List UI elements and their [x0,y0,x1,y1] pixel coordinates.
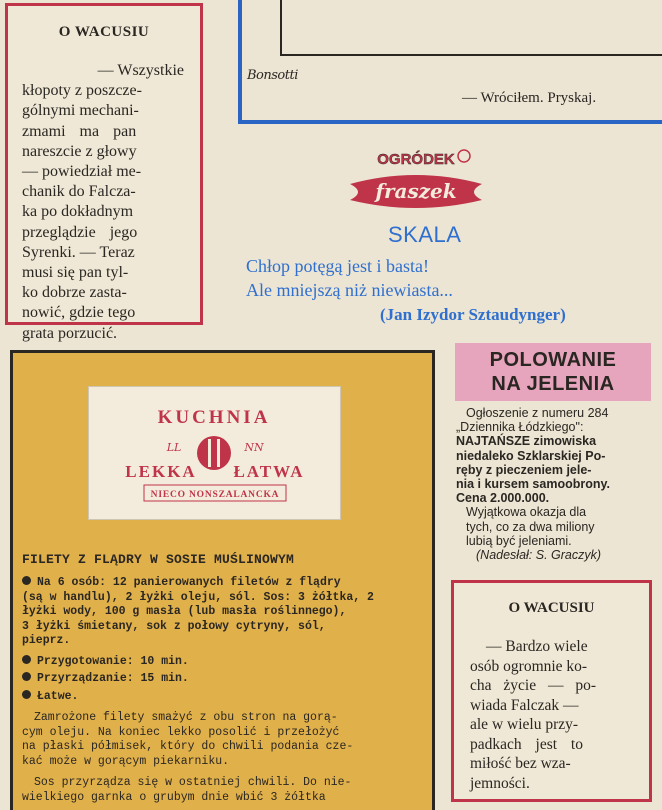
bullet-icon [22,672,31,681]
text-line: ręby z pieczeniem jele- [456,462,592,477]
cartoon-panel [280,0,662,56]
logo-word-fraszek: fraszek [375,179,457,203]
text-line: grata porzucić. [22,324,118,342]
ingredients-line [22,576,422,591]
text-line: nareszcie z głowy [22,142,137,160]
kuchnia-logo-panel [88,386,341,520]
wacusiu-top-title: O WACUSIU [58,24,150,40]
skala-verse-line: Ale mniejszą niż niewiasta... [246,280,453,300]
bullet-icon [22,576,31,585]
cartoon-caption: — Wróciłem. Pryskaj. [462,90,597,106]
text-line: — Bardzo wiele [486,638,588,655]
logo-ornament: LL [166,441,182,454]
ingredients-line: pieprz. [22,634,71,647]
recipe-text [22,576,422,805]
ingredients-line: (są w handlu), 2 łyżki oleju, sól. Sos: 3 żółtka, 2 [22,590,374,604]
knife-icon [217,439,220,467]
wacusiu-bottom-title: O WACUSIU [508,600,595,616]
text-line: kać może w gorącym piekarniku. [22,754,230,768]
text-span: Łatwe. [37,689,79,703]
text-line: przeglądzie jego [22,223,138,241]
plate-icon [197,436,231,470]
text-line: Ogłoszenie z numeru 284 [466,406,609,420]
text-line: zmami ma pan [22,122,137,140]
ingredients-line: łyżki wody, 100 g masła (lub masła roślinnego), [22,605,347,618]
text-span: Na 6 osób: 12 panierowanych filetów z flądry [37,576,341,589]
text-line: nia i kursem samoobrony. [456,477,610,492]
cartoon-signature: Bonsotti [247,68,298,83]
polowanie-header [455,343,651,401]
text-line: chanik do Falcza- [22,183,136,201]
text-line: jemności. [470,774,530,792]
fork-icon [208,439,211,467]
wacusiu-top-text [22,61,184,344]
bullet-icon [22,690,31,699]
text-line: lubią być jeleniami. [466,533,572,548]
polowanie-text [456,406,648,562]
logo-lekka: LEKKA [125,462,197,481]
skala-verse-line: Chłop potęgą jest i basta! [246,256,429,276]
text-line: nowić, gdzie tego [22,304,136,322]
text-line: Cena 2.000.000. [456,491,550,506]
logo-latwa: ŁATWA [233,462,305,481]
text-line: cym oleju. Na koniec lekko posolić i przełożyć [22,725,340,739]
text-line: — Wszystkie [97,62,184,79]
logo-word-ogrodek: OGRÓDEK [377,151,455,168]
text-line: musi się pan tyl- [22,264,129,282]
text-line: Wyjątkowa okazja dla [466,505,587,520]
text-span: Przyrządzanie: 15 min. [37,672,189,685]
text-line: NAJTAŃSZE zimowiska [456,434,597,449]
text-line: Sos przyrządza się w ostatniej chwili. Do nie- [34,776,352,789]
logo-kuchnia: KUCHNIA [157,407,271,428]
text-line: ko dobrze zasta- [22,284,127,302]
text-line: Syrenki. — Teraz [22,243,135,261]
kuchnia-logo [89,387,340,519]
text-line: „Dziennika Łódzkiego": [456,420,584,435]
flower-icon [458,150,470,162]
paragraph [22,711,422,769]
text-line: ka po dokładnym [22,203,134,221]
polowanie-title-line: POLOWANIE [489,349,617,371]
text-line: kłopoty z poszcze- [22,82,142,100]
wacusiu-bottom-text [470,637,631,793]
recipe-title: FILETY Z FLĄDRY W SOSIE MUŚLINOWYM [22,552,295,567]
prep-line [22,655,422,670]
text-line: wielkiego garnka o grubym dnie wbić 3 żółtka [22,790,326,804]
paragraph [22,776,422,805]
text-line: tych, co za dwa miliony [466,519,595,534]
text-line: na płaski półmisek, który do chwili podania cze- [22,740,354,753]
text-line: Zamrożone filety smażyć z obu stron na gorą- [34,711,338,724]
skala-author: (Jan Izydor Sztaudynger) [380,305,566,324]
logo-ornament: NN [244,441,264,454]
text-line: — powiedział me- [22,163,142,181]
text-line: wiada Falczak — [470,696,579,714]
difficulty-line [22,690,422,705]
wacusiu-bottom-box [451,580,652,802]
text-line: ale w wielu przy- [470,716,579,733]
cook-line [22,672,422,687]
polowanie-title-line: NA JELENIA [491,373,615,395]
ogrodek-fraszek-logo [346,146,486,216]
logo-sub: NIECO NONSZALANCKA [150,490,280,500]
text-line: cha życie — po- [470,677,596,694]
text-line: (Nadesłał: S. Graczyk) [476,548,602,563]
wacusiu-top-box [5,3,203,342]
text-line: padkach jest to [470,735,583,753]
ingredients-line: 3 łyżki śmietany, sok z połowy cytryny, sól, [22,619,326,633]
text-span: Przygotowanie: 10 min. [37,654,189,668]
text-line: osób ogromnie ko- [470,657,588,675]
text-line: niedaleko Szklarskiej Po- [456,448,606,463]
skala-title: SKALA [388,222,462,247]
text-line: miłość bez wza- [470,755,571,772]
text-line: gólnymi mechani- [22,102,139,120]
bullet-icon [22,655,31,664]
